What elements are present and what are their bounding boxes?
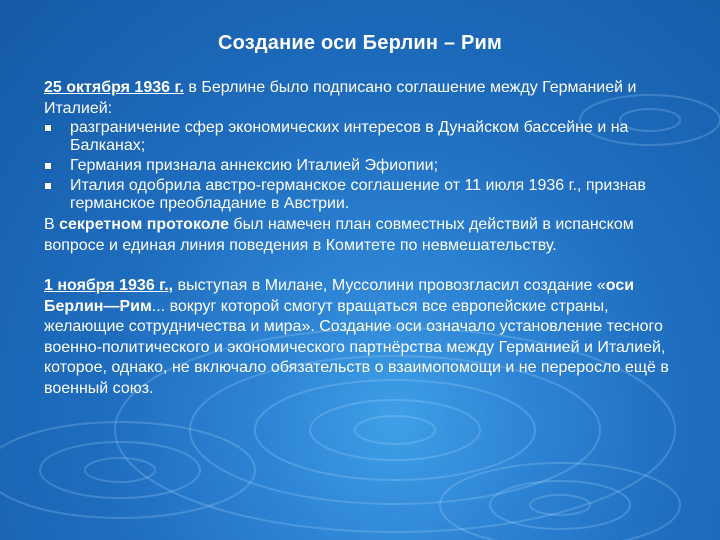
paragraph-mussolini-speech: 1 ноября 1936 г., выступая в Милане, Муссолини провозгласил создание «оси Берлин—Рим... вокруг которой смогут вращаться все европейские страны, желающие сотрудничества и мира». Создание оси означало установление тесного военно-политического и экономического партнёрства между Германией и Италией, которое, однако, не включало обязательств о взаимопомощи и не переросло ещё в военный союз. <box>44 277 669 397</box>
paragraph-agreement <box>44 78 684 119</box>
list-item: Германия признала аннексию Италией Эфиопии; <box>44 157 684 175</box>
secret-protocol-term: секретном протоколе <box>59 216 229 233</box>
axis-term: оси Берлин—Рим <box>44 277 635 315</box>
list-item: разграничение сфер экономических интересов в Дунайском бассейне и на Балканах; <box>44 119 684 155</box>
slide-content <box>44 78 684 399</box>
paragraph-secret-protocol: В секретном протоколе был намечен план совместных действий в испанском вопросе и единая линия поведения в Комитете по невмешательству. <box>44 216 634 254</box>
list-item: Италия одобрила австро-германское соглашение от 11 июля 1936 г., признав германское преобладание в Австрии. <box>44 177 684 213</box>
square-bullet-icon <box>45 183 51 189</box>
square-bullet-icon <box>45 125 51 131</box>
date-25-october-1936: 25 октября 1936 г. <box>44 79 184 96</box>
square-bullet-icon <box>45 163 51 169</box>
agreement-text: в Берлине было подписано соглашение между Германией и Италией: <box>44 79 637 117</box>
agreement-terms-list <box>44 119 684 213</box>
date-1-november-1936: 1 ноября 1936 г., <box>44 277 174 294</box>
slide-title: Создание оси Берлин – Рим <box>217 32 503 54</box>
